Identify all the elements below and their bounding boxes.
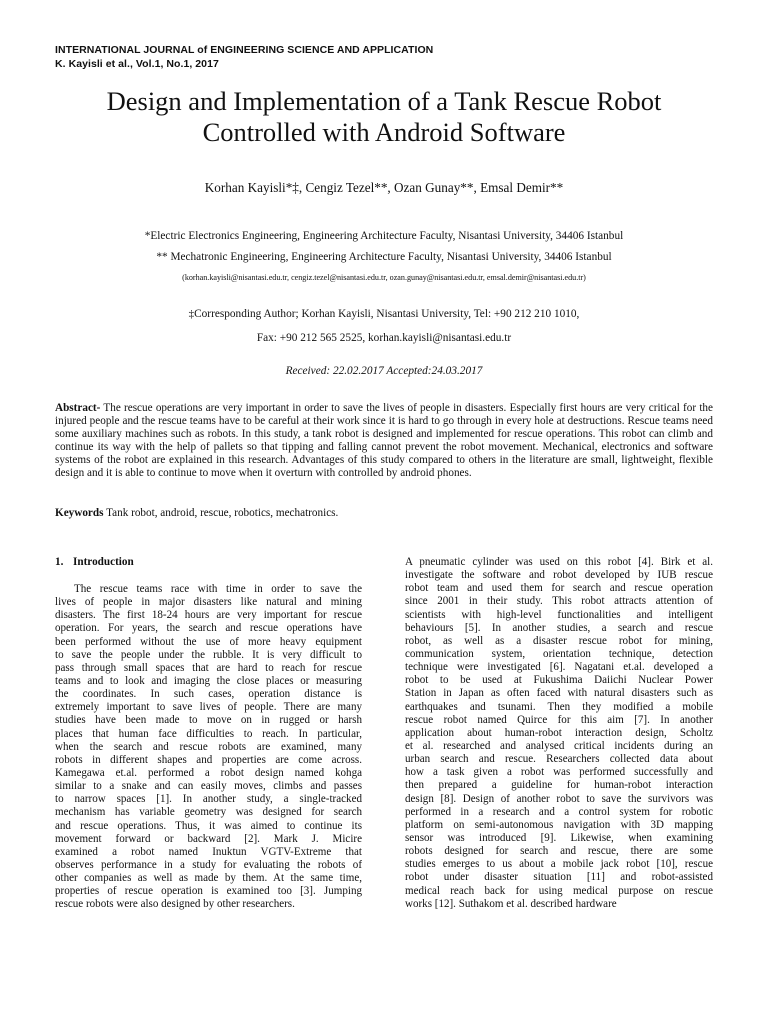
column-line: extremely important to save lives of people. There are many [55,701,362,714]
paper-title [40,86,728,148]
author-list: Korhan Kayisli*‡, Cengiz Tezel**, Ozan Gunay**, Emsal Demir** [204,180,564,195]
column-line: teams and to look and imaging the close places or measuring [55,674,362,687]
corresponding-author [0,308,768,320]
column-line: then prepared a guideline for human-robot interaction [405,779,713,792]
column-line: application about human-robot interaction design, Scholtz [405,726,713,739]
column-line: places that human face difficulties to reach. In particular, [55,727,362,740]
journal-header [55,43,433,71]
received-accepted-dates: Received: 22.02.2017 Accepted:24.03.2017 [285,365,483,377]
column-line: other companies as well as made by them. At the same time, [55,872,362,885]
column-line: behaviours [5]. In another studies, a search and rescue [405,621,713,634]
column-line: the coordinates. In such cases, operation distance is [55,688,362,701]
section-title: Introduction [73,556,134,568]
corresponding-author-line1: Corresponding Author; Korhan Kayisli, Nisantasi University, Tel: +90 212 210 1010, [194,308,580,320]
column-line: design [8]. Design of another robot to save the survivors was [405,792,713,805]
column-line: scientists with high-level functionalities and intelligent [405,608,713,621]
column-line: studies emerges to us about a mobile jack robot [10], rescue [405,858,713,871]
column-line: disasters. The first 18-24 hours are very important for rescue [55,609,362,622]
column-line: works [12]. Suthakom et al. described hardware [405,897,617,910]
column-line: to narrow spaces [1]. In another study, a single-tracked [55,793,362,806]
section-number: 1. [55,556,64,568]
column-line: similar to a snake and can easily moves, climbs and passes [55,780,362,793]
column-line: observes performance in a study for evaluating the robots of [55,858,362,871]
column-line: since 2001 in their study. This robot attracts attention of [405,595,713,608]
column-line: robot under disaster situation [11] and robot-assisted [405,871,713,884]
column-line: movement forward or backward [2]. Mark J. Micire [55,832,362,845]
column-line: urban search and rescue. Researchers collected data about [405,753,713,766]
column-line: technique were investigated [6]. Nagatani et.al. developed a [405,661,713,674]
paper-title-line2: Controlled with Android Software [202,117,566,147]
column-line: sensor was introduced [9]. Likewise, when examining [405,831,713,844]
right-column-text [405,556,713,911]
abstract [55,402,713,481]
column-line: earthquakes and tsunami. Then they modified a mobile [405,700,713,713]
column-line: Station in Japan as often faced with natural disasters such as [405,687,713,700]
author-emails: (korhan.kayisli@nisantasi.edu.tr, cengiz.tezel@nisantasi.edu.tr, ozan.gunay@nisantasi.edu.tr, emsal.demir@nisantasi.edu.tr) [182,273,586,282]
column-line: robot, as well as a disaster rescue robot for mining, [405,634,713,647]
column-line: rescue robots were also designed by other researchers. [55,898,295,911]
journal-name: INTERNATIONAL JOURNAL of ENGINEERING SCIENCE AND APPLICATION [55,44,434,56]
affiliation-1: *Electric Electronics Engineering, Engineering Architecture Faculty, Nisantasi University, 34406 Istanbul [144,230,624,242]
column-line: been performed without the use of more heavy equipment [55,635,362,648]
column-line: communication system, orientation technique, detection [405,647,713,660]
affiliation-2: ** Mechatronic Engineering, Engineering Architecture Faculty, Nisantasi University, 34406 Istanbul [156,251,612,263]
keywords [55,507,713,519]
column-line: mechanism has variable geometry was designed for search [55,806,362,819]
column-line: pass through small spaces that are hard to reach for rescue [55,661,362,674]
column-line: how a task given a robot was performed successfully and [405,766,713,779]
keywords-text: Tank robot, android, rescue, robotics, mechatronics. [106,507,339,519]
column-line: medical reach back for using medical purpose on rescue [405,884,713,897]
column-line: operation. For years, the search and rescue operations have [55,622,362,635]
column-line: and rescue operations. Thus, it was aimed to continue its [55,819,362,832]
column-line: robots designed for search and rescue, there are some [405,845,713,858]
column-line: performed in a research and a control system for robotic [405,805,713,818]
column-line: robot team and used them for search and rescue operation [405,582,713,595]
column-line: et al. researched and analysed critical incidents during an [405,739,713,752]
corresponding-contact: Fax: +90 212 565 2525, korhan.kayisli@nisantasi.edu.tr [256,332,512,344]
abstract-label: Abstract- [55,402,101,414]
double-dagger-mark: ‡ [188,308,195,320]
column-line: rescue robot named Quirce for this aim [7]. In another [405,713,713,726]
column-line: to save the people under the rubble. It is very difficult to [55,648,362,661]
column-line: lives of people in major disasters like natural and mining [55,596,362,609]
left-column-text [55,583,362,912]
column-line: properties of rescue operation is examined too [3]. Jumping [55,885,362,898]
column-line: investigate the software and robot developed by IUB rescue [405,569,713,582]
paper-title-line1: Design and Implementation of a Tank Rescue Robot [106,86,662,116]
column-line: examined a robot named Inuktun VGTV-Extreme that [55,845,362,858]
column-line: robots in different shapes and properties are come across. [55,753,362,766]
column-line: studies have been made to move on in rugged or harsh [55,714,362,727]
abstract-text: The rescue operations are very important in order to save the lives of people in disasters. Especially first hours are very critical for the injured people and the rescue teams have to be careful at their work since it is hard to go through in every hole at destructions. Rescue teams need some auxiliary machines such as robots. In this study, a tank robot is designed and implemented for rescue operations. This robot can climb and continue its way with the help of pallets so that tipping and falling cannot prevent the robot movement. Mechanical, electronics and software systems of the robot are explained in this research. Advantages of this study compared to others in the literature are small, lightweight, flexible design and it is able to continue to move when it overturn with controlled by android phones. [55,402,713,480]
column-line: platform on semi-autonomous navigation with 3D mapping [405,818,713,831]
journal-citation: K. Kayisli et al., Vol.1, No.1, 2017 [55,58,219,70]
column-line: The rescue teams race with time in order to save the [74,583,362,595]
column-line: when the search and rescue robots are examined, many [55,740,362,753]
column-line: A pneumatic cylinder was used on this robot [4]. Birk et al. [405,556,713,568]
column-line: Kamegawa et.al. performed a robot design named kohga [55,766,362,779]
column-line: robot to be used at Fukushima Daiichi Nuclear Power [405,674,713,687]
section-heading-introduction [55,556,134,568]
keywords-label: Keywords [55,507,104,519]
